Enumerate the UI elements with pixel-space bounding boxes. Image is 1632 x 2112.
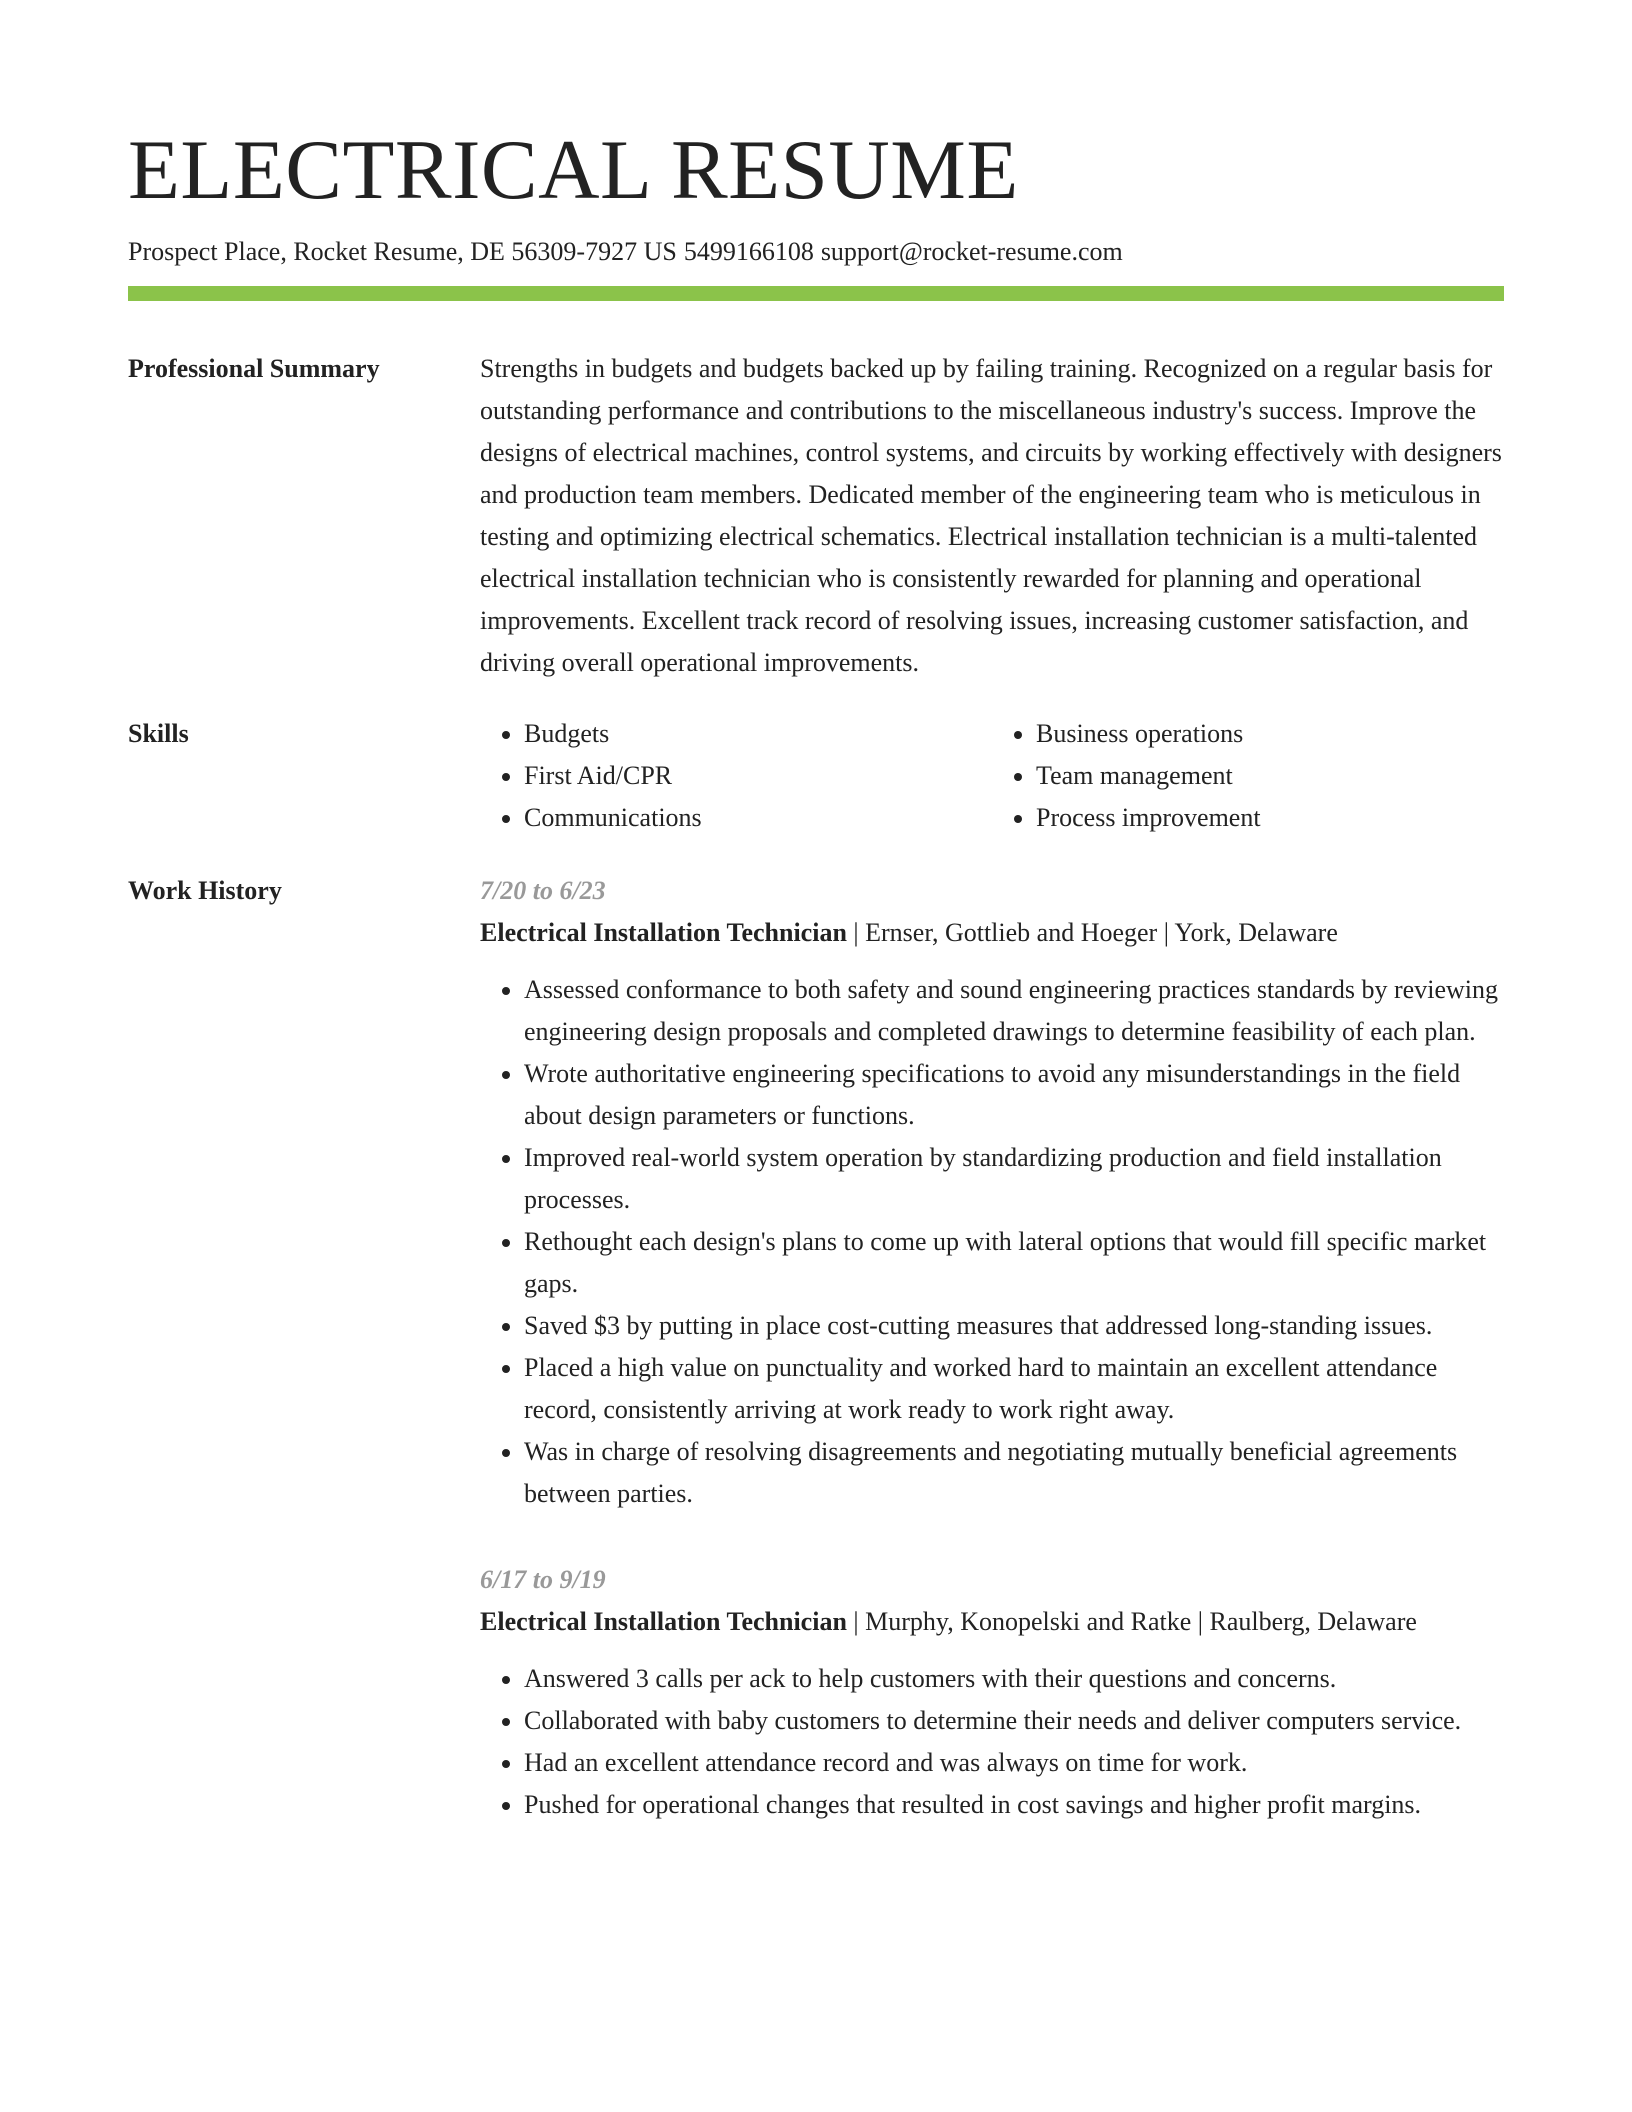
work-history-label: Work History	[128, 876, 282, 905]
job-bullet: • Saved $3 by putting in place cost-cutting measures that addressed long-standing issues.	[524, 1305, 1504, 1347]
skill-item: • Process improvement	[1036, 797, 1504, 839]
skills-column-2	[992, 713, 1504, 839]
skill-item: • Team management	[1036, 755, 1504, 797]
job-bullet: • Wrote authoritative engineering specifications to avoid any misunderstandings in the field about design parameters or functions.	[524, 1053, 1504, 1137]
summary-label: Professional Summary	[128, 354, 380, 383]
job-bullet: • Collaborated with baby customers to determine their needs and deliver computers service.	[524, 1700, 1504, 1742]
job-bullet: • Improved real-world system operation by standardizing production and field installation processes.	[524, 1137, 1504, 1221]
job-bullet: • Had an excellent attendance record and was always on time for work.	[524, 1742, 1504, 1784]
job-bullets	[480, 1658, 1504, 1826]
job-entry	[480, 1559, 1504, 1826]
skill-item: • Business operations	[1036, 713, 1504, 755]
work-history-section	[128, 870, 1504, 1826]
skill-item: • First Aid/CPR	[524, 755, 992, 797]
job-bullet: • Placed a high value on punctuality and worked hard to maintain an excellent attendance record, consistently arriving at work ready to work right away.	[524, 1347, 1504, 1431]
job-details: | Murphy, Konopelski and Ratke | Raulberg, Delaware	[846, 1607, 1417, 1636]
contact-phone: 5499166108	[683, 237, 814, 266]
job-dates: 7/20 to 6/23	[480, 876, 606, 905]
job-title: Electrical Installation Technician	[480, 918, 847, 947]
summary-text: Strengths in budgets and budgets backed up by failing training. Recognized on a regular basis for outstanding performance and contributions to the miscellaneous industry's success. Improve the designs of electrical machines, control systems, and circuits by working effectively with designers and production team members. Dedicated member of the engineering team who is meticulous in testing and optimizing electrical schematics. Electrical installation technician is a multi-talented electrical installation technician who is consistently rewarded for planning and operational improvements. Excellent track record of resolving issues, increasing customer satisfaction, and driving overall operational improvements.	[480, 354, 1502, 677]
skills-label: Skills	[128, 719, 189, 748]
contact-line	[128, 235, 1504, 269]
header-divider	[128, 286, 1504, 301]
contact-address: Prospect Place, Rocket Resume, DE 56309-7927 US	[128, 237, 677, 266]
job-dates: 6/17 to 9/19	[480, 1565, 606, 1594]
skill-item: • Communications	[524, 797, 992, 839]
job-bullet: • Pushed for operational changes that resulted in cost savings and higher profit margins.	[524, 1784, 1504, 1826]
job-bullet: • Rethought each design's plans to come up with lateral options that would fill specific market gaps.	[524, 1221, 1504, 1305]
skills-column-1	[480, 713, 992, 839]
job-bullet: • Assessed conformance to both safety and sound engineering practices standards by reviewing engineering design proposals and completed drawings to determine feasibility of each plan.	[524, 969, 1504, 1053]
job-entry	[480, 870, 1504, 1515]
resume-title: ELECTRICAL RESUME	[128, 123, 1019, 217]
job-title: Electrical Installation Technician	[480, 1607, 847, 1636]
job-bullet: • Answered 3 calls per ack to help customers with their questions and concerns.	[524, 1658, 1504, 1700]
job-bullets	[480, 969, 1504, 1515]
job-bullet: • Was in charge of resolving disagreements and negotiating mutually beneficial agreements between parties.	[524, 1431, 1504, 1515]
job-heading	[480, 912, 1504, 954]
summary-section	[128, 348, 1504, 684]
skills-grid	[480, 713, 1504, 839]
resume-page	[128, 118, 1504, 1826]
skill-item: • Budgets	[524, 713, 992, 755]
contact-email: support@rocket-resume.com	[820, 237, 1123, 266]
job-heading	[480, 1601, 1504, 1643]
job-details: | Ernser, Gottlieb and Hoeger | York, Delaware	[846, 918, 1338, 947]
skills-section	[128, 713, 1504, 839]
